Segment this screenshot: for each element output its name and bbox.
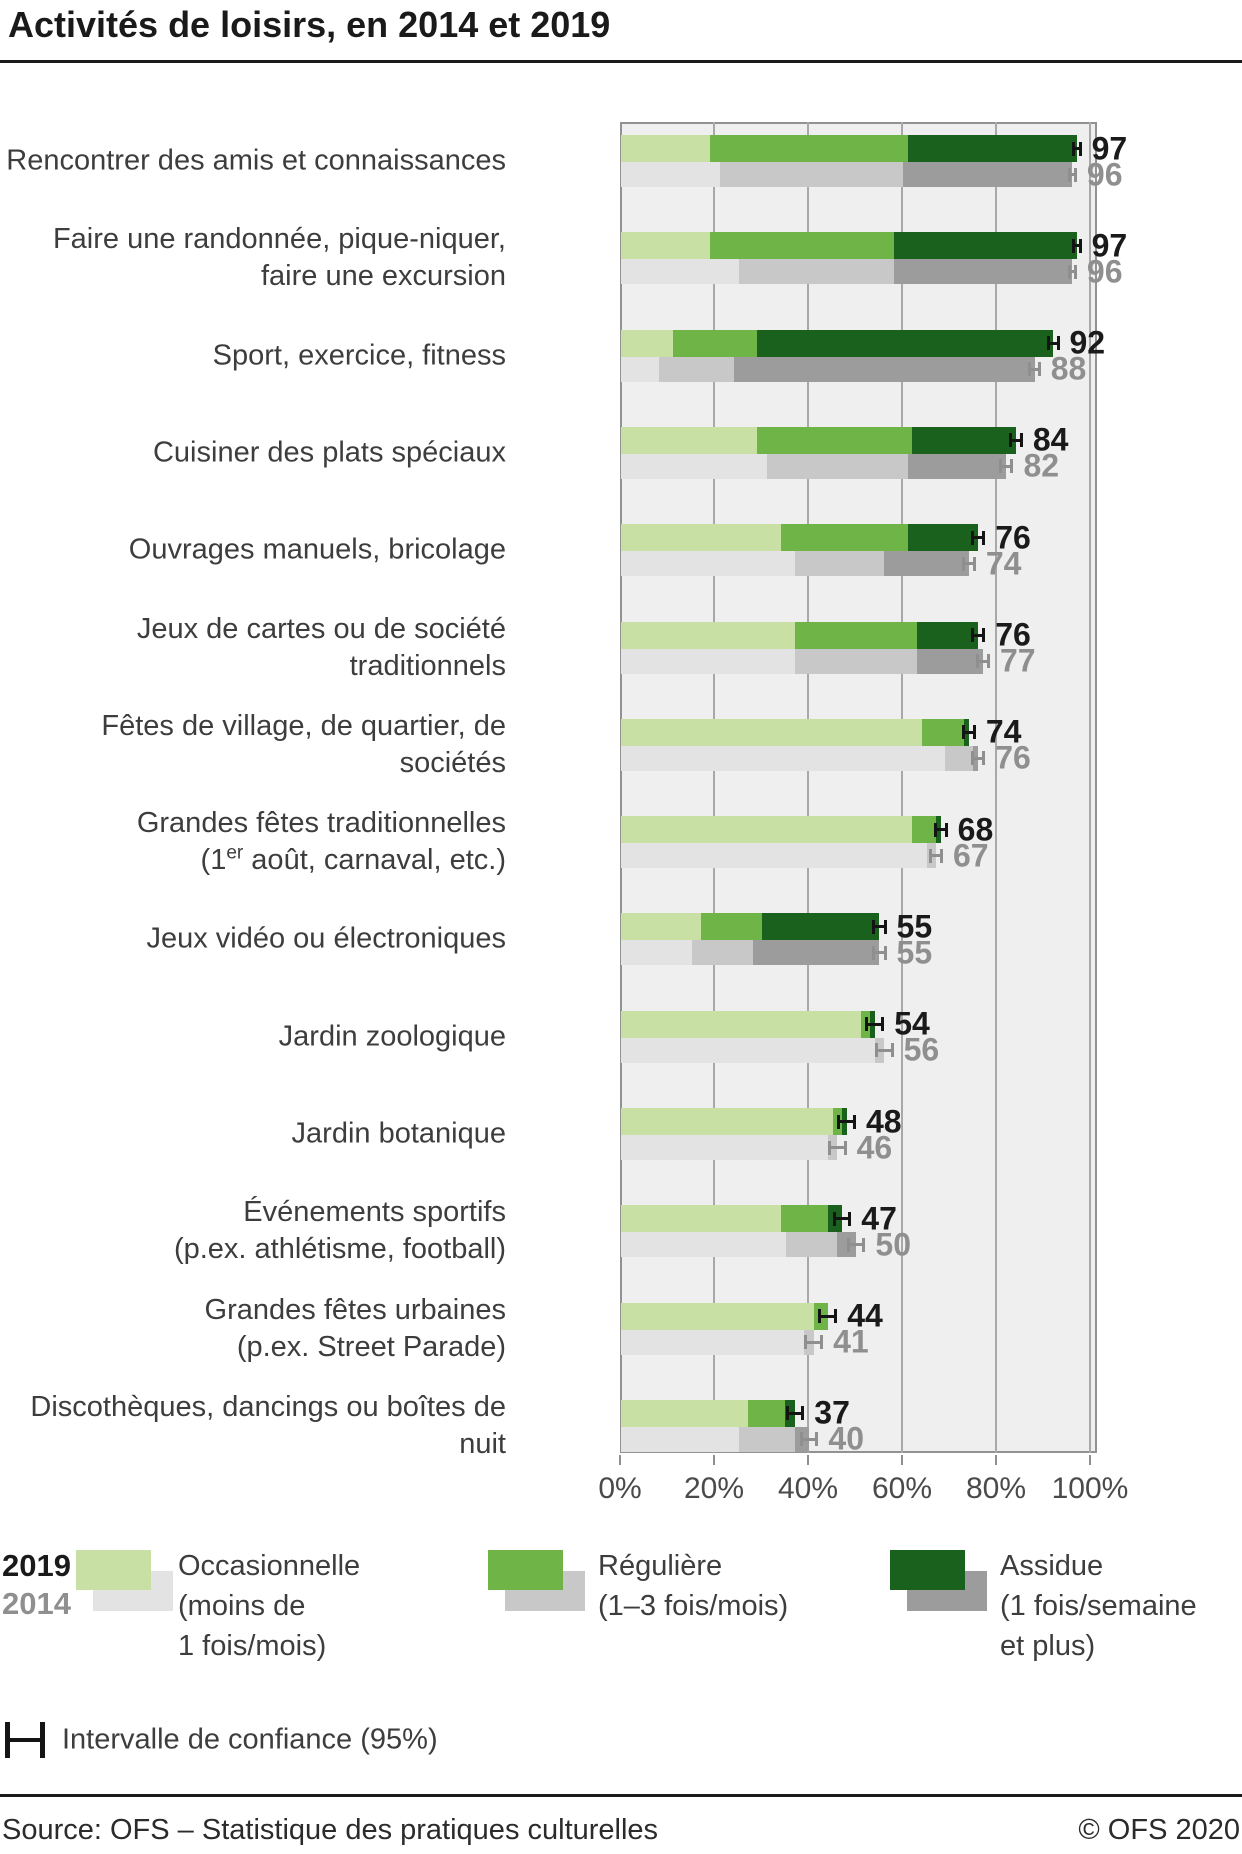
error-bar-2019	[872, 920, 886, 934]
gridline-100	[1089, 122, 1091, 1453]
bar-segment-occasionnelle	[621, 454, 767, 479]
legend-swatch-2019-3	[890, 1550, 965, 1590]
bar-2014	[621, 746, 978, 771]
error-bar-2019	[833, 1212, 852, 1226]
value-label-2019: 48	[866, 1103, 902, 1139]
bar-segment-occasionnelle	[621, 1400, 748, 1427]
value-label-2019: 55	[896, 908, 933, 945]
bar-2019	[621, 1011, 875, 1038]
bar-segment-régulière	[739, 259, 894, 284]
bar-segment-occasionnelle	[621, 232, 710, 259]
bar-segment-occasionnelle	[621, 259, 739, 284]
category-label: Ouvrages manuels, bricolage	[128, 533, 506, 566]
bar-segment-assidue	[757, 330, 1053, 357]
bar-segment-occasionnelle	[621, 427, 757, 454]
bar-segment-occasionnelle	[621, 330, 673, 357]
error-bar-2014	[999, 459, 1013, 473]
copyright-note: © OFS 2020	[1078, 1814, 1240, 1846]
error-bar-2014	[1068, 265, 1077, 279]
error-bar-2014	[800, 1432, 819, 1446]
bar-segment-régulière	[912, 816, 936, 843]
bar-2019	[621, 330, 1053, 357]
legend-label-2: Régulière (1–3 fois/mois)	[598, 1550, 789, 1622]
axis-tick-100	[1089, 1455, 1091, 1465]
bar-segment-assidue	[912, 427, 1015, 454]
bar-segment-assidue	[908, 524, 979, 551]
bar-2014	[621, 1427, 809, 1452]
value-label-2019: 68	[957, 811, 994, 848]
category-label: Grandes fêtes traditionnelles (1er août, carnaval, etc.)	[136, 807, 506, 877]
legend-swatch-2019-2	[488, 1550, 563, 1590]
bar-segment-assidue	[917, 649, 983, 674]
bar-segment-occasionnelle	[621, 551, 795, 576]
axis-tick-label-100: 100%	[1051, 1472, 1129, 1505]
value-label-2019: 97	[1091, 227, 1128, 264]
bar-segment-régulière	[922, 719, 964, 746]
axis-tick-60	[901, 1455, 903, 1465]
axis-tick-label-0: 0%	[598, 1472, 642, 1505]
bar-segment-occasionnelle	[621, 1205, 781, 1232]
error-bar-2014	[804, 1335, 823, 1349]
error-bar-2014	[1068, 168, 1077, 182]
bar-segment-régulière	[710, 135, 907, 162]
axis-tick-20	[713, 1455, 715, 1465]
confidence-interval-label: Intervalle de confiance (95%)	[62, 1723, 438, 1756]
bar-2019	[621, 427, 1016, 454]
bar-segment-régulière	[692, 940, 753, 965]
bar-segment-occasionnelle	[621, 719, 922, 746]
category-label: Fêtes de village, de quartier, de sociétés	[101, 709, 506, 779]
bar-2014	[621, 649, 983, 674]
category-label: Jeux vidéo ou électroniques	[146, 922, 506, 955]
bar-segment-assidue	[908, 454, 1007, 479]
bar-segment-régulière	[748, 1400, 786, 1427]
legend-label-1: Occasionnelle (moins de 1 fois/mois)	[178, 1550, 361, 1662]
bar-2019	[621, 913, 879, 940]
bar-segment-occasionnelle	[621, 1330, 804, 1355]
bar-segment-occasionnelle	[621, 524, 781, 551]
bar-segment-occasionnelle	[621, 135, 710, 162]
error-bar-2014	[971, 751, 985, 765]
bar-segment-régulière	[945, 746, 973, 771]
axis-tick-0	[619, 1455, 621, 1465]
category-label: Jardin botanique	[291, 1117, 506, 1150]
bar-segment-occasionnelle	[621, 357, 659, 382]
bar-segment-régulière	[701, 913, 762, 940]
gridline-80	[995, 122, 997, 1453]
error-bar-2014	[872, 946, 886, 960]
value-label-2014: 77	[999, 642, 1036, 679]
error-bar-2019	[971, 628, 985, 642]
bar-segment-régulière	[786, 1232, 838, 1257]
bar-2019	[621, 622, 978, 649]
error-bar-2019	[786, 1406, 805, 1420]
bar-2014	[621, 357, 1035, 382]
bar-2019	[621, 1108, 847, 1135]
error-bar-2014	[929, 849, 943, 863]
bar-2014	[621, 551, 969, 576]
value-label-2014: 82	[1023, 447, 1060, 484]
bar-segment-occasionnelle	[621, 913, 701, 940]
source-note: Source: OFS – Statistique des pratiques culturelles	[2, 1814, 659, 1846]
value-label-2014: 74	[985, 545, 1022, 582]
error-bar-2014	[875, 1043, 894, 1057]
bar-2019	[621, 719, 969, 746]
bar-segment-régulière	[720, 162, 903, 187]
bar-2014	[621, 940, 879, 965]
bar-segment-régulière	[659, 357, 734, 382]
value-label-2014: 96	[1086, 253, 1123, 290]
axis-tick-label-60: 60%	[871, 1472, 933, 1505]
error-bar-2019	[971, 531, 985, 545]
axis-tick-80	[995, 1455, 997, 1465]
bar-segment-occasionnelle	[621, 1108, 833, 1135]
axis-tick-40	[807, 1455, 809, 1465]
bar-segment-régulière	[781, 1205, 828, 1232]
legend-label-3: Assidue (1 fois/semaine et plus)	[1000, 1550, 1197, 1662]
value-label-2014: 41	[833, 1323, 869, 1360]
bar-2014	[621, 162, 1072, 187]
bar-2019	[621, 816, 941, 843]
value-label-2019: 44	[847, 1297, 883, 1334]
value-label-2019: 54	[894, 1005, 930, 1042]
bar-segment-occasionnelle	[621, 746, 945, 771]
category-label: Sport, exercice, fitness	[212, 339, 506, 372]
error-bar-2019	[837, 1115, 856, 1129]
category-label: Grandes fêtes urbaines (p.ex. Street Parade)	[204, 1293, 506, 1363]
bar-2019	[621, 1400, 795, 1427]
value-label-2019: 97	[1091, 130, 1128, 166]
bar-segment-occasionnelle	[621, 1303, 814, 1330]
bar-segment-occasionnelle	[621, 162, 720, 187]
bar-segment-occasionnelle	[621, 649, 795, 674]
value-label-2019: 47	[861, 1200, 897, 1237]
value-label-2014: 55	[896, 934, 933, 971]
value-label-2019: 37	[814, 1394, 850, 1431]
bar-2014	[621, 1038, 884, 1063]
axis-tick-label-80: 80%	[965, 1472, 1027, 1505]
category-label: Cuisiner des plats spéciaux	[152, 436, 506, 469]
value-label-2014: 88	[1050, 350, 1087, 387]
value-label-2014: 46	[856, 1129, 893, 1165]
error-bar-2019	[962, 725, 976, 739]
bar-2014	[621, 259, 1072, 284]
title-divider	[0, 60, 1242, 63]
value-label-2014: 67	[952, 837, 989, 874]
error-bar-2014	[962, 557, 976, 571]
bar-segment-occasionnelle	[621, 1427, 739, 1452]
bar-segment-occasionnelle	[621, 1038, 875, 1063]
bar-segment-occasionnelle	[621, 940, 692, 965]
bar-segment-assidue	[894, 259, 1073, 284]
bar-segment-régulière	[795, 649, 917, 674]
footer-divider	[0, 1794, 1242, 1797]
bar-segment-régulière	[739, 1427, 795, 1452]
error-bar-2019	[1072, 142, 1081, 156]
error-bar-2014	[828, 1141, 847, 1155]
bar-segment-régulière	[767, 454, 908, 479]
page-title: Activités de loisirs, en 2014 et 2019	[8, 4, 611, 45]
bar-segment-régulière	[795, 622, 917, 649]
error-bar-2019	[1047, 336, 1059, 350]
legend-swatch-2019-1	[76, 1550, 151, 1590]
bar-segment-assidue	[903, 162, 1072, 187]
legend-year-2019: 2019	[2, 1548, 71, 1583]
bar-segment-occasionnelle	[621, 1011, 861, 1038]
value-label-2014: 96	[1086, 156, 1123, 192]
error-bar-2019	[865, 1017, 884, 1031]
bar-segment-assidue	[917, 622, 978, 649]
bar-segment-régulière	[710, 232, 893, 259]
category-label: Discothèques, dancings ou boîtes de nuit	[30, 1390, 506, 1460]
value-label-2019: 74	[985, 713, 1022, 750]
error-bar-2014	[1028, 362, 1040, 376]
category-label: Faire une randonnée, pique-niquer, faire une excursion	[52, 223, 506, 293]
bar-2019	[621, 1205, 842, 1232]
bar-segment-régulière	[795, 551, 884, 576]
value-label-2019: 76	[995, 616, 1031, 653]
bar-segment-régulière	[781, 524, 908, 551]
bar-segment-régulière	[757, 427, 912, 454]
bar-2019	[621, 232, 1077, 259]
bar-segment-occasionnelle	[621, 843, 927, 868]
error-bar-2014	[847, 1238, 866, 1252]
bar-2019	[621, 524, 978, 551]
error-bar-2019	[818, 1309, 837, 1323]
bar-2014	[621, 843, 936, 868]
value-label-2014: 50	[875, 1226, 911, 1263]
bar-segment-assidue	[753, 940, 880, 965]
error-bar-2014	[976, 654, 990, 668]
bar-segment-occasionnelle	[621, 622, 795, 649]
bar-2014	[621, 1232, 856, 1257]
error-bar-2019	[1009, 433, 1023, 447]
bar-segment-assidue	[762, 913, 880, 940]
bar-2014	[621, 1330, 814, 1355]
bar-segment-régulière	[673, 330, 758, 357]
error-bar-2019	[934, 823, 948, 837]
value-label-2014: 40	[828, 1420, 864, 1457]
bar-2014	[621, 454, 1006, 479]
category-label: Événements sportifs (p.ex. athlétisme, football)	[173, 1196, 506, 1266]
legend-year-2014: 2014	[2, 1586, 71, 1621]
category-label: Jardin zoologique	[278, 1020, 506, 1053]
category-label: Jeux de cartes ou de société traditionnels	[136, 612, 506, 682]
bar-2019	[621, 1303, 828, 1330]
error-bar-2019	[1072, 239, 1081, 253]
bar-segment-assidue	[908, 135, 1077, 162]
category-label: Rencontrer des amis et connaissances	[6, 144, 506, 177]
confidence-interval-icon	[5, 1722, 45, 1758]
bar-segment-assidue	[894, 232, 1077, 259]
value-label-2019: 92	[1069, 324, 1106, 361]
value-label-2014: 56	[903, 1031, 940, 1068]
bar-2014	[621, 1135, 837, 1160]
bar-segment-assidue	[734, 357, 1035, 382]
value-label-2019: 76	[995, 519, 1031, 556]
bar-2019	[621, 135, 1077, 162]
bar-segment-occasionnelle	[621, 1135, 828, 1160]
axis-tick-label-20: 20%	[683, 1472, 745, 1505]
value-label-2019: 84	[1032, 421, 1069, 458]
bar-segment-assidue	[884, 551, 969, 576]
value-label-2014: 76	[995, 739, 1031, 776]
bar-segment-occasionnelle	[621, 1232, 786, 1257]
axis-tick-label-40: 40%	[777, 1472, 839, 1505]
bar-segment-occasionnelle	[621, 816, 912, 843]
